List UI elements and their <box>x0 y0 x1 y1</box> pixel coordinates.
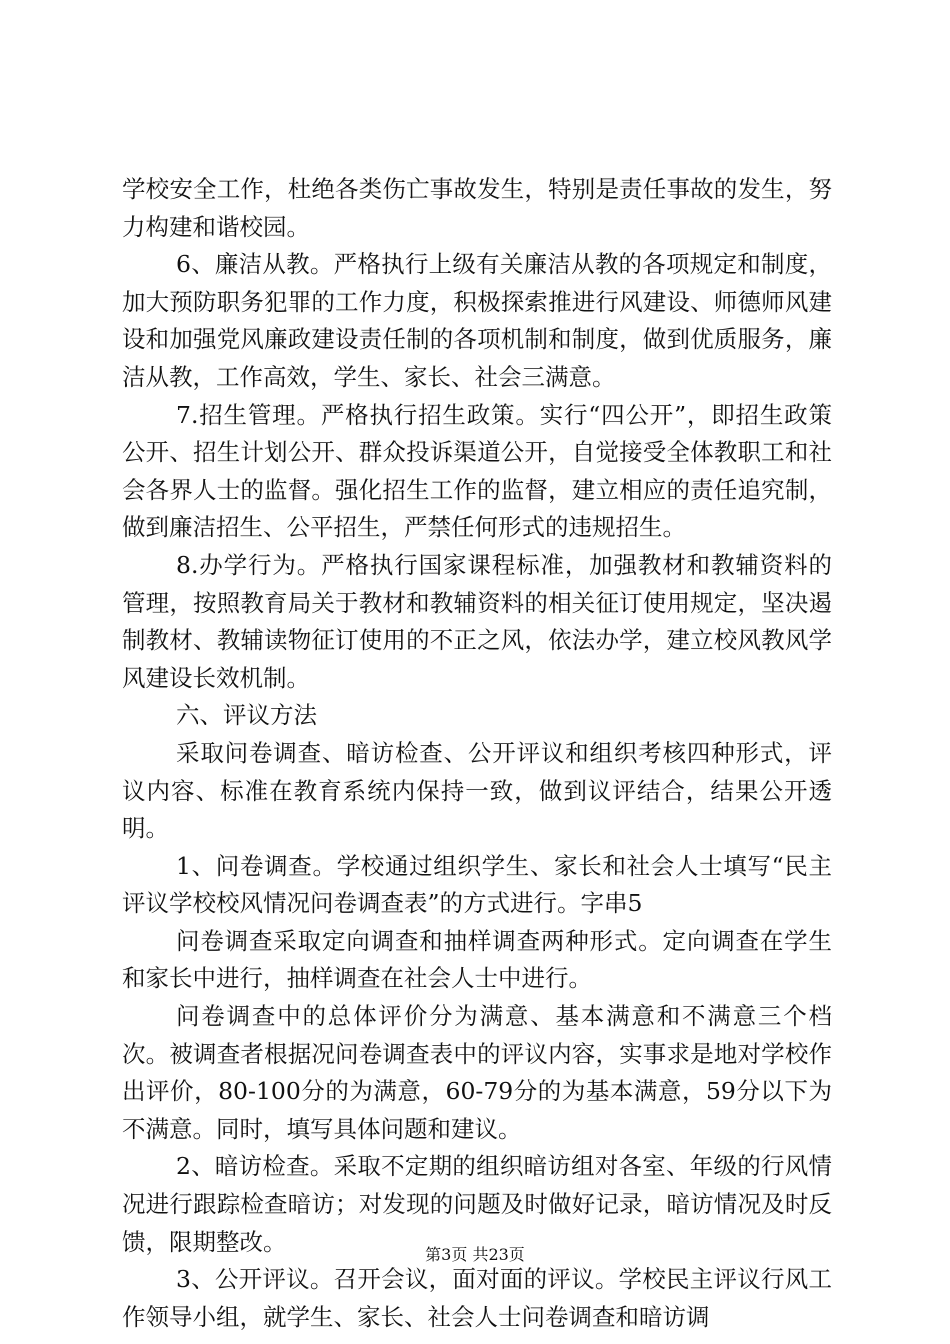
paragraph-safety-continued: 学校安全工作，杜绝各类伤亡事故发生，特别是责任事故的发生，努力构建和谐校园。 <box>122 175 832 241</box>
paragraph-integrity-teaching: 6、廉洁从教。严格执行上级有关廉洁从教的各项规定和制度，加大预防职务犯罪的工作力度，积极探索推进行风建设、师德师风建设和加强党风廉政建设责任制的各项机制和制度，做到优质服务，廉洁从教，工作高效，学生、家长、社会三满意。 <box>122 250 832 391</box>
paragraph-questionnaire-rating: 问卷调查中的总体评价分为满意、基本满意和不满意三个档次。被调查者根据况问卷调查表中的评议内容，实事求是地对学校作出评价，80-100分的为满意，60-79分的为基本满意，59分以下为不满意。同时，填写具体问题和建议。 <box>122 1002 832 1143</box>
paragraph-questionnaire: 1、问卷调查。学校通过组织学生、家长和社会人士填写“民主评议学校校风情况问卷调查表”的方式进行。字串5 <box>122 851 832 918</box>
paragraph-evaluation-forms: 采取问卷调查、暗访检查、公开评议和组织考核四种形式，评议内容、标准在教育系统内保持一致，做到议评结合，结果公开透明。 <box>122 738 832 843</box>
paragraph-enrollment-management: 7.招生管理。严格执行招生政策。实行“四公开”，即招生政策公开、招生计划公开、群众投诉渠道公开，自觉接受全体教职工和社会各界人士的监督。强化招生工作的监督，建立相应的责任追究制，做到廉洁招生、公平招生，严禁任何形式的违规招生。 <box>122 400 832 542</box>
paragraph-questionnaire-types: 问卷调查采取定向调查和抽样调查两种形式。定向调查在学生和家长中进行，抽样调查在社会人士中进行。 <box>122 926 832 993</box>
paragraph-school-conduct: 8.办学行为。严格执行国家课程标准，加强教材和教辅资料的管理，按照教育局关于教材和教辅资料的相关征订使用规定，坚决遏制教材、教辅读物征订使用的不正之风，依法办学，建立校风教风学风建设长效机制。 <box>122 550 832 692</box>
section-heading-evaluation-method: 六、评议方法 <box>176 701 317 730</box>
paragraph-undercover-inspection: 2、暗访检查。采取不定期的组织暗访组对各室、年级的行风情况进行跟踪检查暗访；对发现的问题及时做好记录，暗访情况及时反馈，限期整改。 <box>122 1152 832 1256</box>
page-number-footer: 第3页 共23页 <box>425 1245 525 1264</box>
document-body <box>122 171 832 1336</box>
paragraph-public-review: 3、公开评议。召开会议，面对面的评议。学校民主评议行风工作领导小组，就学生、家长、社会人士问卷调查和暗访调 <box>122 1265 832 1331</box>
